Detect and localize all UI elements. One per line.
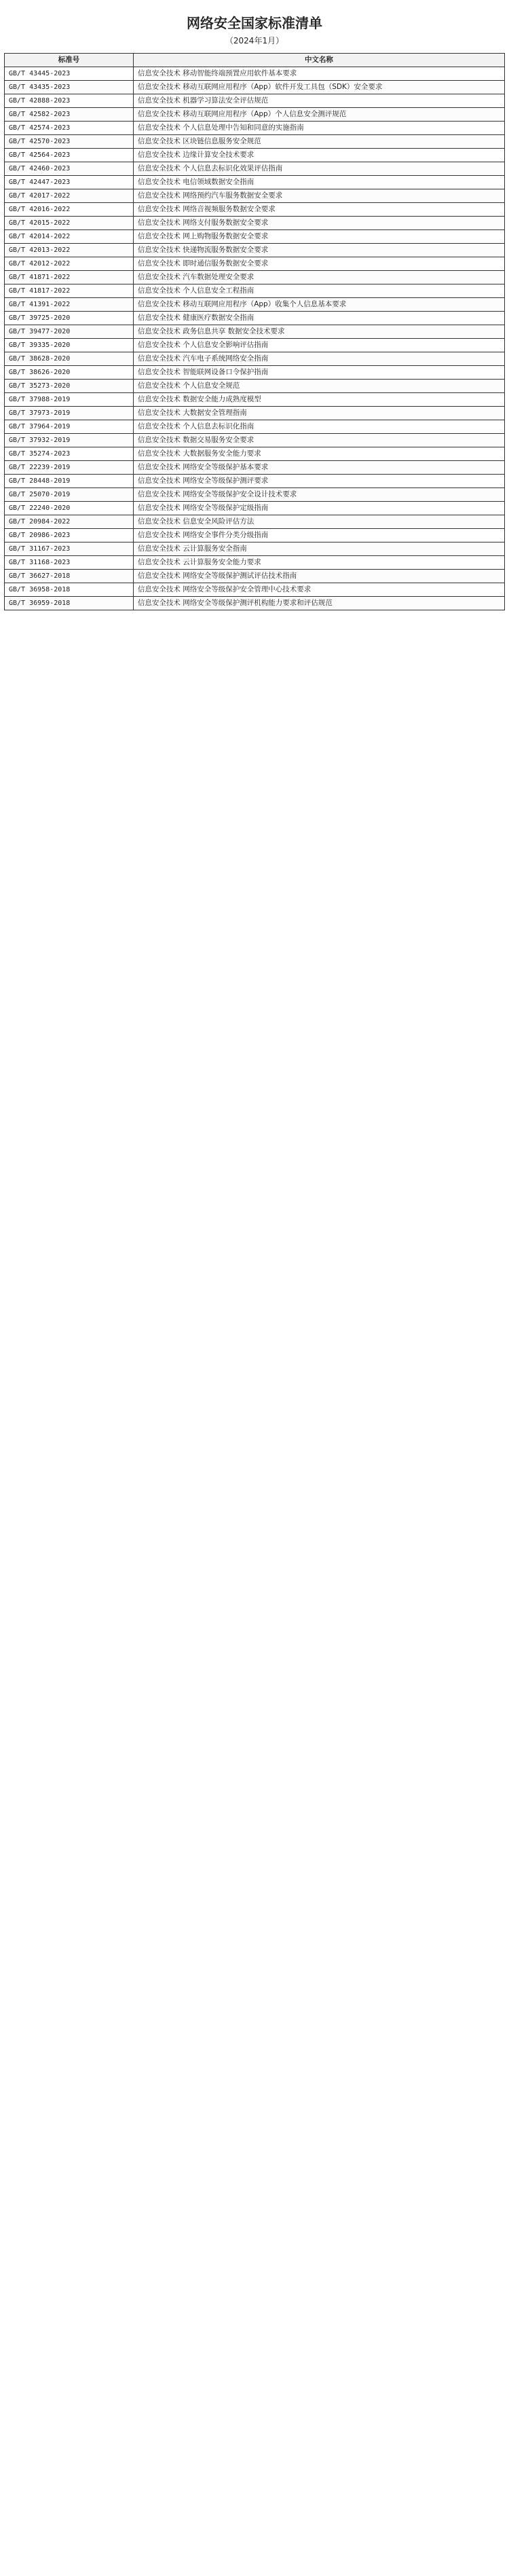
standard-number: GB/T 37964-2019 — [5, 420, 134, 434]
header-standard-number: 标准号 — [5, 54, 134, 67]
standard-name: 信息安全技术 大数据服务安全能力要求 — [133, 447, 504, 461]
standard-name: 信息安全技术 移动互联网应用程序（App）收集个人信息基本要求 — [133, 298, 504, 312]
standard-number: GB/T 31168-2023 — [5, 556, 134, 570]
table-row — [5, 81, 505, 94]
table-row — [5, 597, 505, 610]
table-row — [5, 122, 505, 135]
table-body — [5, 67, 505, 610]
table-row — [5, 570, 505, 583]
standard-number: GB/T 37932-2019 — [5, 434, 134, 447]
table-row — [5, 515, 505, 529]
standard-name: 信息安全技术 信息安全风险评估方法 — [133, 515, 504, 529]
standard-number: GB/T 20986-2023 — [5, 529, 134, 542]
standard-number: GB/T 36958-2018 — [5, 583, 134, 597]
standard-name: 信息安全技术 大数据安全管理指南 — [133, 407, 504, 420]
standard-number: GB/T 31167-2023 — [5, 542, 134, 556]
standard-name: 信息安全技术 汽车电子系统网络安全指南 — [133, 352, 504, 366]
standard-name: 信息安全技术 网络安全等级保护测评要求 — [133, 475, 504, 488]
standard-number: GB/T 38628-2020 — [5, 352, 134, 366]
table-row — [5, 162, 505, 176]
table-row — [5, 339, 505, 352]
standard-number: GB/T 35273-2020 — [5, 380, 134, 393]
table-row — [5, 556, 505, 570]
table-row — [5, 149, 505, 162]
standard-name: 信息安全技术 快递物流服务数据安全要求 — [133, 244, 504, 257]
table-row — [5, 271, 505, 284]
standard-number: GB/T 38626-2020 — [5, 366, 134, 380]
header-chinese-name: 中文名称 — [133, 54, 504, 67]
standard-name: 信息安全技术 数据交易服务安全要求 — [133, 434, 504, 447]
table-row — [5, 298, 505, 312]
standard-name: 信息安全技术 云计算服务安全能力要求 — [133, 556, 504, 570]
table-row — [5, 189, 505, 203]
standard-number: GB/T 42014-2022 — [5, 230, 134, 244]
standard-number: GB/T 42015-2022 — [5, 217, 134, 230]
table-header-row — [5, 54, 505, 67]
table-row — [5, 366, 505, 380]
standard-name: 信息安全技术 智能联网设备口令保护指南 — [133, 366, 504, 380]
standard-number: GB/T 42016-2022 — [5, 203, 134, 217]
page-title: 网络安全国家标准清单 — [187, 15, 322, 31]
standard-name: 信息安全技术 网络安全等级保护安全设计技术要求 — [133, 488, 504, 502]
table-row — [5, 230, 505, 244]
standard-number: GB/T 39725-2020 — [5, 312, 134, 325]
standard-number: GB/T 42012-2022 — [5, 257, 134, 271]
standard-name: 信息安全技术 网络音视频服务数据安全要求 — [133, 203, 504, 217]
standard-number: GB/T 36959-2018 — [5, 597, 134, 610]
table-row — [5, 420, 505, 434]
standard-number: GB/T 41817-2022 — [5, 284, 134, 298]
standard-number: GB/T 22239-2019 — [5, 461, 134, 475]
table-row — [5, 176, 505, 189]
table-row — [5, 108, 505, 122]
standard-number: GB/T 42888-2023 — [5, 94, 134, 108]
standard-number: GB/T 43435-2023 — [5, 81, 134, 94]
standard-name: 信息安全技术 机器学习算法安全评估规范 — [133, 94, 504, 108]
standards-table — [4, 53, 505, 610]
table-row — [5, 94, 505, 108]
standard-name: 信息安全技术 移动互联网应用程序（App）软件开发工具包（SDK）安全要求 — [133, 81, 504, 94]
table-row — [5, 135, 505, 149]
table-row — [5, 529, 505, 542]
standard-number: GB/T 22240-2020 — [5, 502, 134, 515]
table-row — [5, 352, 505, 366]
table-row — [5, 203, 505, 217]
table-row — [5, 475, 505, 488]
standard-name: 信息安全技术 个人信息去标识化指南 — [133, 420, 504, 434]
table-row — [5, 447, 505, 461]
table-row — [5, 67, 505, 81]
standard-name: 信息安全技术 网上购物服务数据安全要求 — [133, 230, 504, 244]
standard-name: 信息安全技术 移动互联网应用程序（App）个人信息安全测评规范 — [133, 108, 504, 122]
standard-number: GB/T 42564-2023 — [5, 149, 134, 162]
standard-number: GB/T 42582-2023 — [5, 108, 134, 122]
table-row — [5, 217, 505, 230]
standard-number: GB/T 35274-2023 — [5, 447, 134, 461]
standard-number: GB/T 37973-2019 — [5, 407, 134, 420]
standard-name: 信息安全技术 个人信息安全影响评估指南 — [133, 339, 504, 352]
standard-name: 信息安全技术 数据安全能力成熟度模型 — [133, 393, 504, 407]
standard-number: GB/T 41871-2022 — [5, 271, 134, 284]
table-row — [5, 257, 505, 271]
table-row — [5, 502, 505, 515]
standard-name: 信息安全技术 健康医疗数据安全指南 — [133, 312, 504, 325]
standard-number: GB/T 36627-2018 — [5, 570, 134, 583]
standard-name: 信息安全技术 边缘计算安全技术要求 — [133, 149, 504, 162]
standard-name: 信息安全技术 网络安全事件分类分级指南 — [133, 529, 504, 542]
standard-name: 信息安全技术 个人信息处理中告知和同意的实施指南 — [133, 122, 504, 135]
standard-name: 信息安全技术 网络安全等级保护安全管理中心技术要求 — [133, 583, 504, 597]
standard-name: 信息安全技术 即时通信服务数据安全要求 — [133, 257, 504, 271]
table-row — [5, 380, 505, 393]
table-row — [5, 434, 505, 447]
standard-number: GB/T 39335-2020 — [5, 339, 134, 352]
standard-name: 信息安全技术 个人信息安全工程指南 — [133, 284, 504, 298]
standard-name: 信息安全技术 汽车数据处理安全要求 — [133, 271, 504, 284]
table-row — [5, 312, 505, 325]
standard-number: GB/T 42447-2023 — [5, 176, 134, 189]
standard-name: 信息安全技术 个人信息去标识化效果评估指南 — [133, 162, 504, 176]
standard-number: GB/T 42460-2023 — [5, 162, 134, 176]
standard-number: GB/T 39477-2020 — [5, 325, 134, 339]
standard-name: 信息安全技术 移动智能终端预置应用软件基本要求 — [133, 67, 504, 81]
standard-name: 信息安全技术 网络安全等级保护测试评估技术指南 — [133, 570, 504, 583]
standard-name: 信息安全技术 网络预约汽车服务数据安全要求 — [133, 189, 504, 203]
table-row — [5, 461, 505, 475]
standard-name: 信息安全技术 区块链信息服务安全规范 — [133, 135, 504, 149]
standard-name: 信息安全技术 云计算服务安全指南 — [133, 542, 504, 556]
table-row — [5, 393, 505, 407]
standard-name: 信息安全技术 网络安全等级保护基本要求 — [133, 461, 504, 475]
table-row — [5, 488, 505, 502]
standard-number: GB/T 42013-2022 — [5, 244, 134, 257]
standard-number: GB/T 42017-2022 — [5, 189, 134, 203]
table-row — [5, 325, 505, 339]
standard-number: GB/T 42574-2023 — [5, 122, 134, 135]
standard-number: GB/T 25070-2019 — [5, 488, 134, 502]
standard-number: GB/T 42570-2023 — [5, 135, 134, 149]
table-row — [5, 583, 505, 597]
standard-name: 信息安全技术 网络安全等级保护定级指南 — [133, 502, 504, 515]
standard-number: GB/T 20984-2022 — [5, 515, 134, 529]
standard-name: 信息安全技术 网络支付服务数据安全要求 — [133, 217, 504, 230]
standard-name: 信息安全技术 电信领域数据安全指南 — [133, 176, 504, 189]
table-row — [5, 284, 505, 298]
standard-number: GB/T 37988-2019 — [5, 393, 134, 407]
standard-name: 信息安全技术 网络安全等级保护测评机构能力要求和评估规范 — [133, 597, 504, 610]
standard-number: GB/T 43445-2023 — [5, 67, 134, 81]
table-row — [5, 244, 505, 257]
document — [0, 0, 509, 631]
standard-name: 信息安全技术 个人信息安全规范 — [133, 380, 504, 393]
standard-number: GB/T 41391-2022 — [5, 298, 134, 312]
standard-number: GB/T 28448-2019 — [5, 475, 134, 488]
standard-name: 信息安全技术 政务信息共享 数据安全技术要求 — [133, 325, 504, 339]
page-subtitle: （2024年1月） — [225, 36, 284, 45]
table-row — [5, 542, 505, 556]
table-row — [5, 407, 505, 420]
